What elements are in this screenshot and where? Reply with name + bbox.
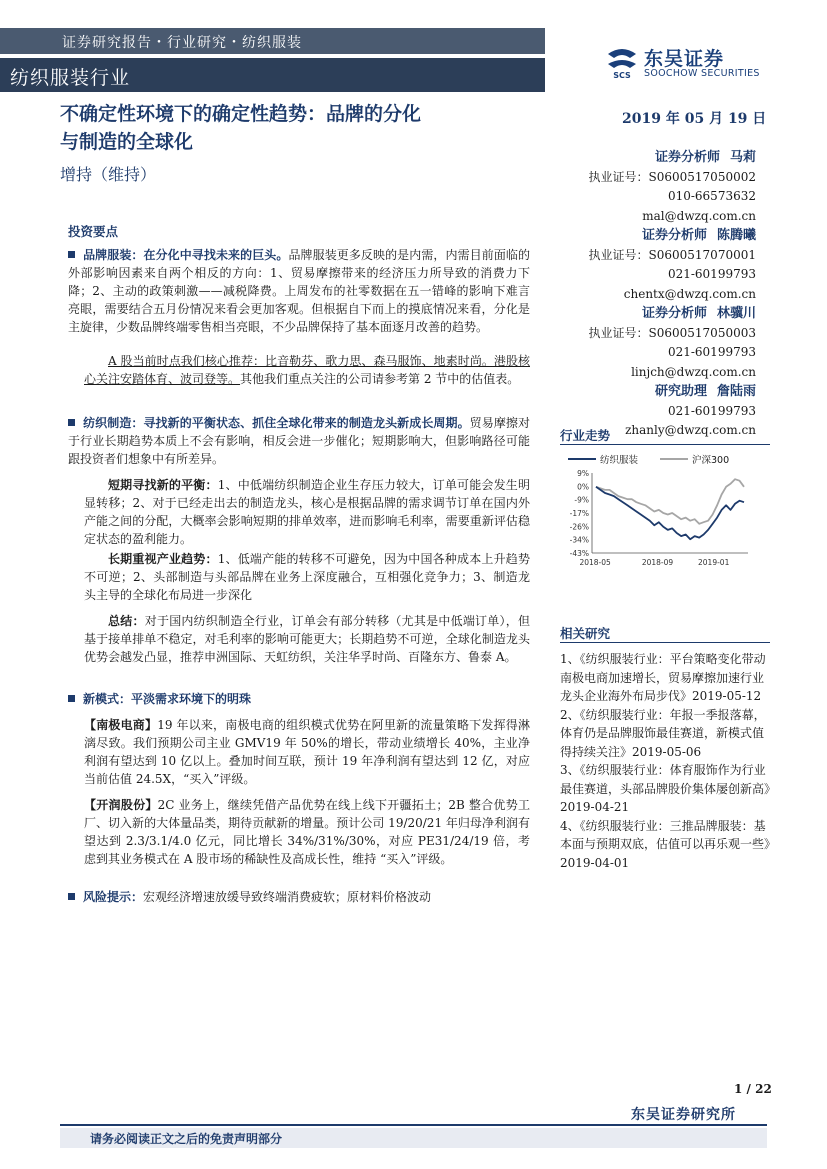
analyst-role: 证券分析师 bbox=[654, 150, 720, 165]
industry-bar bbox=[0, 58, 545, 92]
paragraph-lead: 新模式：平淡需求环境下的明珠 bbox=[83, 692, 252, 706]
paragraph-summary bbox=[84, 612, 530, 666]
paragraph-text: 1、低端产能的转移不可避免，因为中国各种成本上升趋势不可逆；2、头部制造与头部品牌在业务上深度融合，互相强化竞争力；3、制造龙头主导的全球化布局进一步深化 bbox=[84, 552, 530, 602]
paragraph-long-term bbox=[84, 550, 530, 604]
recommendation-underlined: A 股当前时点我们核心推荐：比音勒芬、歌力思、森马服饰、地素时尚。港股核心关注安踏体育、波司登等。 bbox=[84, 354, 530, 386]
bullet-icon bbox=[68, 251, 75, 258]
paragraph-lead: 风险提示： bbox=[83, 890, 144, 904]
analyst-phone: 021-60199793 bbox=[667, 345, 756, 359]
related-heading-rule bbox=[560, 642, 770, 643]
related-item[interactable]: 3、《纺织服装行业：体育服饰作为行业最佳赛道，头部品牌股价集体屡创新高》2019-04-21 bbox=[560, 763, 771, 814]
chart-heading: 行业走势 bbox=[560, 428, 611, 443]
paragraph-lead: 总结： bbox=[108, 614, 145, 628]
y-tick-label: -34% bbox=[569, 535, 589, 545]
analyst-role: 研究助理 bbox=[654, 384, 707, 399]
related-item[interactable]: 1、《纺织服装行业：平台策略变化带动南极电商加速增长，贸易摩擦加速行业龙头企业海外布局步伐》2019-05-12 bbox=[560, 652, 766, 703]
related-item[interactable]: 4、《纺织服装行业：三推品牌服装：基本面与预期双底，估值可以再乐观一些》2019-04-01 bbox=[560, 818, 771, 870]
company-tag: 【南极电商】 bbox=[84, 718, 158, 732]
analyst-3 bbox=[560, 304, 756, 382]
trend-chart-svg bbox=[560, 447, 760, 577]
paragraph-text: 品牌服装更多反映的是内需，内需目前面临的外部影响因素来自两个相反的方向：1、贸易摩擦带来的经济压力所导致的消费力下降；2、主动的政策刺激——减税降费。上周发布的社零数据在五一错峰的影响下难言亮眼，需要结合五月份情况来看会更加客观。但根据自下而上的摸底情况来看，分化是主旋律，少数品牌终端零售相当亮眼，不少品牌保持了基本面逐月改善的趋势。 bbox=[68, 248, 530, 334]
paragraph-text: 2C 业务上，继续凭借产品优势在线上线下开疆拓土；2B 整合优势工厂、切入新的大体量品类，期待贡献新的增量。预计公司 19/20/21 年归母净利润有望达到 2.3/3.1/4.0 亿元，同比增长 34%/31%/30%，对应 PE31/24/19 倍，考虑到其业务模式在 A 股市场的稀缺性及高成长性，维持 “买入”评级。 bbox=[84, 798, 530, 866]
series-line-benchmark bbox=[596, 479, 744, 524]
analyst-name: 马莉 bbox=[729, 150, 756, 165]
header-breadcrumb-bar bbox=[0, 28, 545, 54]
chart-heading-rule bbox=[560, 444, 770, 445]
footer-disclaimer-bar bbox=[60, 1128, 767, 1148]
industry-title: 纺织服装行业 bbox=[10, 67, 131, 89]
analyst-role: 证券分析师 bbox=[641, 306, 707, 321]
paragraph-lead: 长期重视产业趋势： bbox=[108, 552, 218, 566]
analyst-email[interactable]: linjch@dwzq.com.cn bbox=[631, 364, 756, 379]
paragraph-recommendations bbox=[84, 352, 530, 388]
rating: 增持（维持） bbox=[60, 165, 157, 184]
bullet-icon bbox=[68, 419, 75, 426]
analyst-1 bbox=[560, 148, 756, 226]
page-number: 1 / 22 bbox=[734, 1082, 772, 1096]
y-tick-label: -17% bbox=[569, 509, 589, 518]
chart-axes bbox=[570, 469, 748, 567]
report-date: 2019 年 05 月 19 日 bbox=[622, 111, 767, 127]
analyst-name: 詹陆雨 bbox=[716, 384, 756, 399]
legend-label: 纺织服装 bbox=[600, 455, 639, 466]
x-tick-label: 2018-09 bbox=[641, 558, 674, 567]
analyst-email[interactable]: mal@dwzq.com.cn bbox=[642, 208, 756, 223]
disclaimer-text: 请务必阅读正文之后的免责声明部分 bbox=[90, 1132, 283, 1146]
analyst-phone: 010-66573632 bbox=[667, 189, 756, 203]
y-tick-label: -26% bbox=[569, 522, 589, 532]
y-tick-label: -9% bbox=[574, 495, 589, 505]
company-logo bbox=[602, 42, 772, 84]
report-title-line1: 不确定性环境下的确定性趋势：品牌的分化 bbox=[60, 103, 422, 125]
logo-name-cn: 东吴证券 bbox=[644, 48, 725, 70]
x-tick-label: 2018-05 bbox=[579, 558, 611, 567]
paragraph-brand-apparel bbox=[68, 246, 530, 336]
y-tick-label: 9% bbox=[577, 469, 589, 478]
y-tick-label: 0% bbox=[577, 482, 589, 492]
paragraph-text: 宏观经济增速放缓导致终端消费疲软；原材料价格波动 bbox=[143, 890, 432, 904]
paragraph-lead: 品牌服装：在分化中寻找未来的巨头。 bbox=[83, 248, 289, 262]
logo-mark-text: SCS bbox=[613, 71, 631, 80]
analyst-phone: 021-60199793 bbox=[667, 267, 756, 281]
chart-legend bbox=[568, 454, 729, 466]
breadcrumb: 证券研究报告・行业研究・纺织服装 bbox=[62, 35, 302, 51]
company-tag: 【开润股份】 bbox=[84, 798, 158, 812]
chart-lines bbox=[596, 479, 744, 539]
bullet-icon bbox=[68, 893, 75, 900]
related-research-list bbox=[560, 650, 770, 872]
paragraph-text: 其他我们重点关注的公司请参考第 2 节中的估值表。 bbox=[240, 372, 520, 386]
analyst-cert: 执业证号：S0600517050002 bbox=[588, 169, 756, 184]
analyst-2 bbox=[560, 226, 756, 304]
analyst-name: 陈腾曦 bbox=[716, 228, 756, 243]
footer-rule bbox=[60, 1124, 767, 1126]
paragraph-text: 19 年以来，南极电商的组织模式优势在阿里新的流量策略下发挥得淋漓尽致。我们预期公司主业 GMV19 年 50%的增长，带动业绩增长 40%，主业净利润有望达到 10 亿以上。叠加时间互联，预计 19 年净利润有望达到 12 亿，对应当前估值 24.5X，“买入”评级。 bbox=[84, 718, 530, 786]
paragraph-text: 贸易摩擦对于行业长期趋势本质上不会有影响，相反会进一步催化；短期影响大，但影响路径可能跟投资者们想象中有所差异。 bbox=[68, 416, 530, 466]
paragraph-lead: 纺织制造：寻找新的平衡状态、抓住全球化带来的制造龙头新成长周期。 bbox=[83, 416, 470, 430]
analyst-name: 林骥川 bbox=[716, 306, 756, 321]
industry-trend-chart bbox=[560, 447, 760, 577]
paragraph-text: 对于国内纺织制造全行业，订单会有部分转移（尤其是中低端订单），但基于接单排单不稳定，对毛利率的影响可能更大；长期趋势不可逆，全球化制造龙头优势会越发凸显，推荐申洲国际、天虹纺织，关注华孚时尚、百隆东方、鲁泰 A。 bbox=[84, 614, 530, 664]
analyst-role: 证券分析师 bbox=[641, 228, 707, 243]
x-tick-label: 2019-01 bbox=[698, 558, 730, 567]
legend-label: 沪深300 bbox=[692, 455, 730, 466]
analyst-email[interactable]: chentx@dwzq.com.cn bbox=[623, 286, 756, 301]
analyst-cert: 执业证号：S0600517070001 bbox=[588, 247, 756, 262]
paragraph-textile-manufacturing bbox=[68, 414, 530, 468]
bullet-icon bbox=[68, 695, 75, 702]
y-tick-label: -43% bbox=[569, 549, 589, 558]
related-item[interactable]: 2、《纺织服装行业：年报一季报落幕，体育仍是品牌服饰最佳赛道，新模式值得持续关注》2019-05-06 bbox=[560, 707, 766, 759]
investment-highlights-heading: 投资要点 bbox=[68, 224, 119, 239]
analyst-email[interactable]: zhanly@dwzq.com.cn bbox=[625, 423, 756, 437]
logo-name-en: SOOCHOW SECURITIES bbox=[644, 68, 760, 79]
paragraph-risk bbox=[68, 888, 530, 906]
paragraph-lead: 短期寻找新的平衡： bbox=[108, 478, 218, 492]
paragraph-kairun bbox=[84, 796, 530, 868]
paragraph-new-model bbox=[68, 690, 530, 708]
report-title-line2: 与制造的全球化 bbox=[60, 131, 194, 153]
paragraph-short-term bbox=[84, 476, 530, 548]
analyst-list bbox=[560, 148, 756, 441]
related-research-heading: 相关研究 bbox=[560, 626, 611, 641]
analyst-cert: 执业证号：S0600517050003 bbox=[588, 325, 756, 340]
institute-name: 东吴证券研究所 bbox=[631, 1107, 736, 1123]
paragraph-nanji bbox=[84, 716, 530, 788]
report-title bbox=[60, 100, 550, 156]
paragraph-text: 1、中低端纺织制造企业生存压力较大，订单可能会发生明显转移；2、对于已经走出去的制造龙头，核心是根据品牌的需求调节订单在国内外产能之间的分配，大概率会影响短期的排单效率，进而影响毛利率，需要重新评估稳定状态的盈利能力。 bbox=[84, 478, 530, 546]
analyst-phone: 021-60199793 bbox=[667, 403, 756, 418]
logo-mark-icon bbox=[604, 44, 640, 80]
